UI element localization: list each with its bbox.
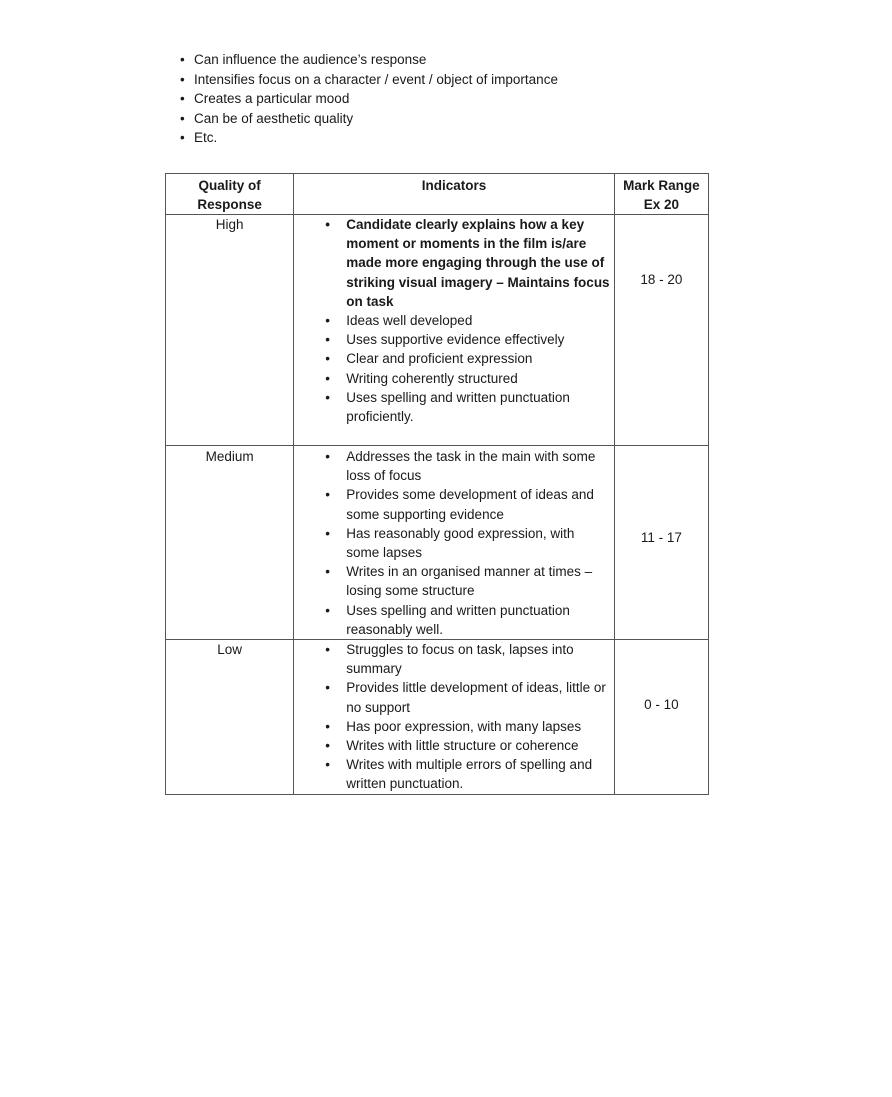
indicator-item: • Writes with little structure or coherence — [294, 736, 610, 755]
indicators-cell — [294, 640, 615, 795]
indicator-item: • Has poor expression, with many lapses — [294, 717, 610, 736]
mark-range-cell — [614, 446, 708, 640]
indicator-list — [294, 446, 614, 639]
table-row-low — [166, 640, 709, 795]
indicator-list — [294, 640, 614, 794]
intro-bullet: • Can be of aesthetic quality — [180, 109, 558, 129]
indicator-item: • Uses spelling and written punctuation proficiently. — [294, 388, 610, 426]
indicator-item: • Ideas well developed — [294, 311, 610, 330]
mark-range-value: 18 - 20 — [640, 272, 683, 287]
mark-range-value: 11 - 17 — [640, 530, 682, 546]
indicator-item: • Writing coherently structured — [294, 369, 610, 388]
indicators-cell — [294, 215, 615, 446]
intro-bullet: • Intensifies focus on a character / event / object of importance — [180, 70, 558, 90]
indicator-item: • Provides some development of ideas and some supporting evidence — [294, 485, 610, 523]
table-row-medium — [166, 446, 709, 640]
indicator-item: • Uses supportive evidence effectively — [294, 330, 610, 349]
quality-cell: Low — [166, 640, 294, 795]
marking-rubric-table — [165, 173, 709, 795]
intro-bullet: • Creates a particular mood — [180, 89, 558, 109]
header-quality: Quality of Response — [166, 174, 294, 215]
indicator-item: • Uses spelling and written punctuation reasonably well. — [294, 601, 610, 639]
intro-bullet-list — [180, 50, 558, 148]
indicator-item: • Addresses the task in the main with some loss of focus — [294, 447, 610, 485]
mark-range-cell — [614, 640, 708, 795]
quality-cell: High — [166, 215, 294, 446]
table-row-high — [166, 215, 709, 446]
intro-bullet: • Etc. — [180, 128, 558, 148]
table-header-row — [166, 174, 709, 215]
indicators-cell — [294, 446, 615, 640]
mark-range-cell — [614, 215, 708, 446]
indicator-item: • Struggles to focus on task, lapses into summary — [294, 640, 610, 678]
indicator-item: • Clear and proficient expression — [294, 349, 610, 368]
indicator-list — [294, 215, 614, 426]
indicator-item: • Writes with multiple errors of spelling and written punctuation. — [294, 755, 610, 793]
quality-cell: Medium — [166, 446, 294, 640]
indicator-item: • Has reasonably good expression, with some lapses — [294, 524, 610, 562]
header-mark-range: Mark Range Ex 20 — [614, 174, 708, 215]
indicator-item: • Provides little development of ideas, little or no support — [294, 678, 610, 716]
header-indicators: Indicators — [294, 174, 615, 215]
indicator-item: • Candidate clearly explains how a key moment or moments in the film is/are made more engaging through the use of striking visual imagery – Maintains focus on task — [294, 215, 610, 311]
mark-range-value: 0 - 10 — [644, 697, 679, 713]
indicator-item: • Writes in an organised manner at times – losing some structure — [294, 562, 610, 600]
intro-bullet: • Can influence the audience’s response — [180, 50, 558, 70]
